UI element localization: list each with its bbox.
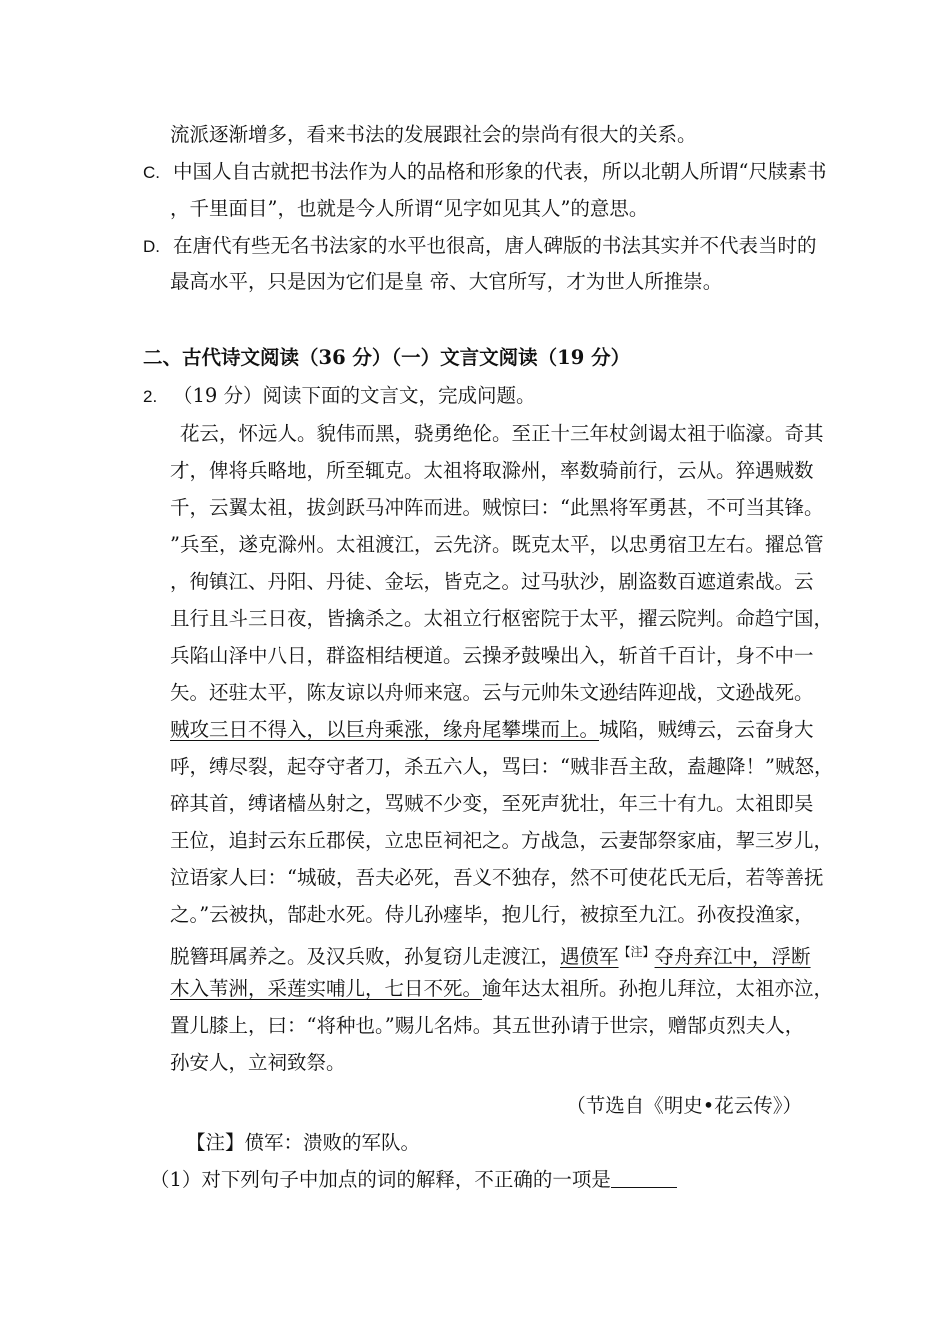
passage-line-16-rest: 逾年达太祖所。孙抱儿拜泣，太祖亦泣， [482,977,834,1000]
underlined-sentence-2-part3: 木入苇洲，采莲实哺儿，七日不死。 [170,977,483,1000]
underlined-sentence-1: 贼攻三日不得入，以巨舟乘涨，缘舟尾攀堞而上。 [170,718,600,741]
passage-line-3: 千，云翼太祖，拔剑跃马冲阵而进。贼惊曰：“此黑将军勇甚，不可当其锋。 [170,496,824,519]
passage-line-13: 泣语家人曰：“城破，吾夫必死，吾义不独存，然不可使花氏无后，若等善抚 [170,866,824,889]
subquestion-1 [150,1166,677,1194]
passage-line-7: 兵陷山泽中八日，群盗相结梗道。云操矛鼓噪出入，斩首千百计，身不中一 [170,644,814,667]
option-d-label: D. [143,237,160,256]
passage-line-16 [170,975,833,1003]
passage-line-2: 才，俾将兵略地，所至辄克。太祖将取滁州，率数骑前行，云从。猝遇贼数 [170,459,814,482]
question-2-intro: （19 分）阅读下面的文言文，完成问题。 [173,384,536,407]
option-c-line1 [143,158,826,187]
option-b-continued: 流派逐渐增多，看来书法的发展跟社会的崇尚有很大的关系。 [170,123,697,146]
underlined-sentence-2-part1: 遇偾军 [560,945,619,968]
note-marker: 【注】 [618,945,655,959]
question-2-intro-line [143,382,536,411]
option-c-line2: ，千里面目”，也就是今人所谓“见字如见其人”的意思。 [170,197,649,220]
passage-line-9 [170,716,814,744]
underlined-sentence-2-part2: 夺舟弃江中，浮断 [654,945,811,968]
passage-line-6: 且行且斗三日夜，皆擒杀之。太祖立行枢密院于太平，擢云院判。命趋宁国， [170,607,834,630]
option-c-text: 中国人自古就把书法作为人的品格和形象的代表，所以北朝人所谓“尺牍素书 [173,160,827,183]
passage-line-10: 呼，缚尽裂，起夺守者刀，杀五六人，骂曰：“贼非吾主敌，盍趣降！”贼怒， [170,755,834,778]
passage-line-1: 花云，怀远人。貌伟而黑，骁勇绝伦。至正十三年杖剑谒太祖于临濠。奇其 [180,422,824,445]
passage-line-5: ，徇镇江、丹阳、丹徒、金坛，皆克之。过马驮沙，剧盗数百遮道索战。云 [170,570,814,593]
section-heading: 二、古代诗文阅读（36 分）（一）文言文阅读（19 分） [143,346,631,369]
passage-source: （节选自《明史•花云传》） [566,1094,802,1117]
subquestion-1-text: （1）对下列句子中加点的词的解释，不正确的一项是 [150,1168,611,1191]
footnote: 【注】偾军：溃败的军队。 [186,1131,421,1154]
passage-line-17: 置儿膝上，曰：“将种也。”赐儿名炜。其五世孙请于世宗，赠郜贞烈夫人， [170,1014,805,1037]
passage-line-18: 孙安人，立祠致祭。 [170,1051,346,1074]
option-d-text: 在唐代有些无名书法家的水平也很高，唐人碑版的书法其实并不代表当时的 [173,234,817,257]
question-2-number: 2. [143,387,158,406]
passage-line-4: ”兵至，遂克滁州。太祖渡江，云先济。既克太平，以忠勇宿卫左右。擢总管 [170,533,824,556]
passage-line-15-start: 脱簪珥属养之。及汉兵败，孙复窃儿走渡江， [170,945,561,968]
passage-line-15 [170,938,811,971]
passage-line-14: 之。”云被执，郜赴水死。侍儿孙瘗毕，抱儿行，被掠至九江。孙夜投渔家， [170,903,814,926]
option-d-line1 [143,232,817,261]
passage-line-11: 碎其首，缚诸樯丛射之，骂贼不少变，至死声犹壮，年三十有九。太祖即吴 [170,792,814,815]
passage-line-12: 王位，追封云东丘郡侯，立忠臣祠祀之。方战急，云妻郜祭家庙，挈三岁儿， [170,829,834,852]
answer-blank[interactable] [611,1167,677,1188]
passage-line-9-rest: 城陷，贼缚云，云奋身大 [599,718,814,741]
passage-line-8: 矢。还驻太平，陈友谅以舟师来寇。云与元帅朱文逊结阵迎战，文逊战死。 [170,681,814,704]
option-c-label: C. [143,163,160,182]
option-d-line2: 最高水平，只是因为它们是皇 帝、大官所写，才为世人所推崇。 [170,270,723,293]
